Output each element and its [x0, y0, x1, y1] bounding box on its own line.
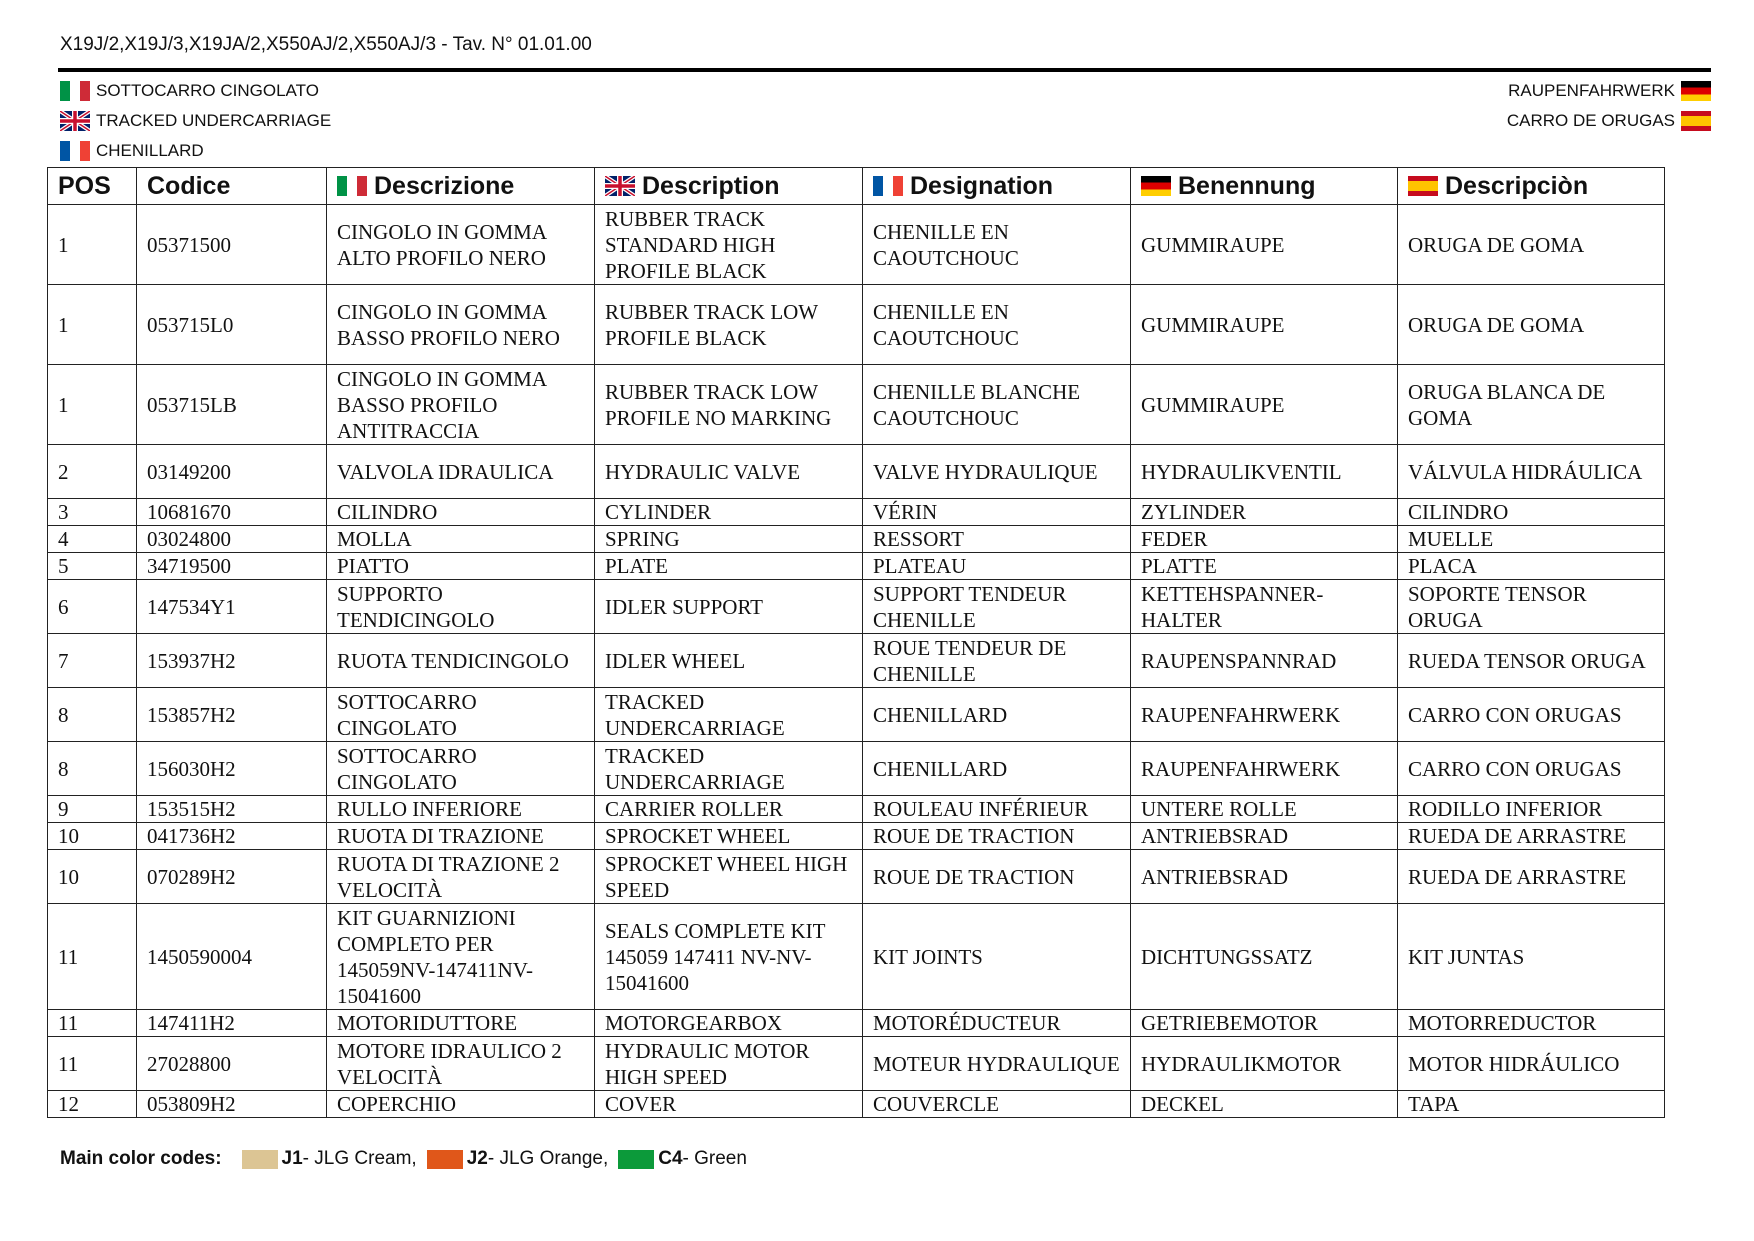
legend-item-es [1507, 106, 1711, 136]
legend-text-uk: TRACKED UNDERCARRIAGE [96, 111, 332, 130]
cell-pos: 8 [48, 742, 137, 796]
cell-es: ORUGA DE GOMA [1398, 205, 1665, 285]
cell-pos: 10 [48, 823, 137, 850]
table-row [48, 823, 1665, 850]
cell-en: MOTORGEARBOX [595, 1010, 863, 1037]
cell-de: HYDRAULIKVENTIL [1131, 445, 1398, 499]
cell-es: RUEDA TENSOR ORUGA [1398, 634, 1665, 688]
cell-de: RAUPENFAHRWERK [1131, 742, 1398, 796]
table-row [48, 688, 1665, 742]
cell-pos: 8 [48, 688, 137, 742]
cell-code: 05371500 [137, 205, 327, 285]
cell-en: COVER [595, 1091, 863, 1118]
cell-en: CARRIER ROLLER [595, 796, 863, 823]
cell-en: HYDRAULIC MOTOR HIGH SPEED [595, 1037, 863, 1091]
cell-it: PIATTO [327, 553, 595, 580]
cell-en: TRACKED UNDERCARRIAGE [595, 688, 863, 742]
cell-fr: KIT JOINTS [863, 904, 1131, 1010]
table-row [48, 1037, 1665, 1091]
cell-code: 03024800 [137, 526, 327, 553]
cell-es: CARRO CON ORUGAS [1398, 688, 1665, 742]
cell-pos: 11 [48, 1037, 137, 1091]
cell-es: RODILLO INFERIOR [1398, 796, 1665, 823]
cell-fr: CHENILLE EN CAOUTCHOUC [863, 205, 1131, 285]
cell-es: CILINDRO [1398, 499, 1665, 526]
header-en: Description [595, 168, 863, 205]
cell-it: MOTORIDUTTORE [327, 1010, 595, 1037]
header-it: Descrizione [327, 168, 595, 205]
cell-it: SOTTOCARRO CINGOLATO [327, 742, 595, 796]
cell-fr: ROULEAU INFÉRIEUR [863, 796, 1131, 823]
cell-de: GUMMIRAUPE [1131, 285, 1398, 365]
cell-code: 10681670 [137, 499, 327, 526]
table-row [48, 1091, 1665, 1118]
cell-code: 147534Y1 [137, 580, 327, 634]
cell-code: 27028800 [137, 1037, 327, 1091]
header-rule [58, 68, 1711, 72]
cell-de: HYDRAULIKMOTOR [1131, 1037, 1398, 1091]
header-de: Benennung [1131, 168, 1398, 205]
cell-pos: 11 [48, 1010, 137, 1037]
cell-pos: 7 [48, 634, 137, 688]
cell-fr: PLATEAU [863, 553, 1131, 580]
cell-pos: 2 [48, 445, 137, 499]
cell-pos: 9 [48, 796, 137, 823]
cell-it: MOTORE IDRAULICO 2 VELOCITÀ [327, 1037, 595, 1091]
color-codes-footer [60, 1148, 757, 1170]
table-header-row [48, 168, 1665, 205]
cell-en: HYDRAULIC VALVE [595, 445, 863, 499]
legend-left [60, 76, 331, 166]
cell-it: VALVOLA IDRAULICA [327, 445, 595, 499]
cell-es: KIT JUNTAS [1398, 904, 1665, 1010]
cell-es: TAPA [1398, 1091, 1665, 1118]
cell-de: GETRIEBEMOTOR [1131, 1010, 1398, 1037]
color-code-j1: J1 - JLG Cream, [242, 1148, 417, 1170]
cell-de: KETTEHSPANNER-HALTER [1131, 580, 1398, 634]
color-code-c4: C4 - Green [618, 1148, 747, 1170]
table-row [48, 634, 1665, 688]
cell-it: RULLO INFERIORE [327, 796, 595, 823]
cell-es: MOTOR HIDRÁULICO [1398, 1037, 1665, 1091]
table-row [48, 742, 1665, 796]
cell-it: MOLLA [327, 526, 595, 553]
cell-es: ORUGA DE GOMA [1398, 285, 1665, 365]
cell-es: ORUGA BLANCA DE GOMA [1398, 365, 1665, 445]
cell-es: SOPORTE TENSOR ORUGA [1398, 580, 1665, 634]
cell-code: 34719500 [137, 553, 327, 580]
cell-fr: ROUE DE TRACTION [863, 823, 1131, 850]
cell-it: CILINDRO [327, 499, 595, 526]
cell-pos: 1 [48, 285, 137, 365]
cell-de: DICHTUNGSSATZ [1131, 904, 1398, 1010]
table-row [48, 904, 1665, 1010]
legend-text-es: CARRO DE ORUGAS [1506, 111, 1675, 130]
germany-flag-icon [1681, 81, 1711, 101]
header-fr: Designation [863, 168, 1131, 205]
cell-fr: CHENILLARD [863, 688, 1131, 742]
table-row [48, 445, 1665, 499]
cell-en: SEALS COMPLETE KIT 145059 147411 NV-NV-15041600 [595, 904, 863, 1010]
spain-flag-icon [1681, 111, 1711, 131]
uk-flag-icon [605, 176, 635, 196]
cell-es: RUEDA DE ARRASTRE [1398, 823, 1665, 850]
cell-code: 153515H2 [137, 796, 327, 823]
cell-it: RUOTA DI TRAZIONE 2 VELOCITÀ [327, 850, 595, 904]
color-swatch [618, 1150, 654, 1169]
table-row [48, 850, 1665, 904]
cell-fr: ROUE DE TRACTION [863, 850, 1131, 904]
cell-code: 153857H2 [137, 688, 327, 742]
cell-pos: 12 [48, 1091, 137, 1118]
cell-es: CARRO CON ORUGAS [1398, 742, 1665, 796]
color-codes-label: Main color codes: [60, 1148, 222, 1169]
cell-en: SPROCKET WHEEL HIGH SPEED [595, 850, 863, 904]
cell-pos: 11 [48, 904, 137, 1010]
cell-code: 1450590004 [137, 904, 327, 1010]
parts-table [47, 167, 1665, 1118]
cell-pos: 10 [48, 850, 137, 904]
cell-it: SOTTOCARRO CINGOLATO [327, 688, 595, 742]
cell-fr: CHENILLE EN CAOUTCHOUC [863, 285, 1131, 365]
cell-pos: 5 [48, 553, 137, 580]
cell-en: TRACKED UNDERCARRIAGE [595, 742, 863, 796]
cell-it: CINGOLO IN GOMMA ALTO PROFILO NERO [327, 205, 595, 285]
cell-it: KIT GUARNIZIONI COMPLETO PER 145059NV-147411NV-15041600 [327, 904, 595, 1010]
spain-flag-icon [1408, 176, 1438, 196]
legend-item-it [60, 76, 331, 106]
cell-it: COPERCHIO [327, 1091, 595, 1118]
table-row [48, 365, 1665, 445]
cell-de: RAUPENFAHRWERK [1131, 688, 1398, 742]
legend-right [1507, 76, 1711, 136]
cell-fr: VALVE HYDRAULIQUE [863, 445, 1131, 499]
uk-flag-icon [60, 111, 90, 131]
cell-code: 070289H2 [137, 850, 327, 904]
legend-item-uk [60, 106, 331, 136]
cell-es: PLACA [1398, 553, 1665, 580]
cell-it: CINGOLO IN GOMMA BASSO PROFILO NERO [327, 285, 595, 365]
cell-fr: COUVERCLE [863, 1091, 1131, 1118]
cell-code: 03149200 [137, 445, 327, 499]
france-flag-icon [873, 176, 903, 196]
cell-fr: CHENILLE BLANCHE CAOUTCHOUC [863, 365, 1131, 445]
cell-en: RUBBER TRACK LOW PROFILE BLACK [595, 285, 863, 365]
legend-text-it: SOTTOCARRO CINGOLATO [96, 81, 319, 100]
cell-code: 053809H2 [137, 1091, 327, 1118]
table-row [48, 1010, 1665, 1037]
document-title: X19J/2,X19J/3,X19JA/2,X550AJ/2,X550AJ/3 - Tav. N° 01.01.00 [60, 34, 592, 55]
cell-de: GUMMIRAUPE [1131, 365, 1398, 445]
table-row [48, 580, 1665, 634]
cell-es: MUELLE [1398, 526, 1665, 553]
cell-en: IDLER WHEEL [595, 634, 863, 688]
cell-de: UNTERE ROLLE [1131, 796, 1398, 823]
cell-de: ZYLINDER [1131, 499, 1398, 526]
cell-code: 156030H2 [137, 742, 327, 796]
table-row [48, 796, 1665, 823]
legend-item-de [1507, 76, 1711, 106]
cell-de: RAUPENSPANNRAD [1131, 634, 1398, 688]
color-code-j2: J2 - JLG Orange, [427, 1148, 609, 1170]
color-swatch [427, 1150, 463, 1169]
cell-en: SPRING [595, 526, 863, 553]
header-code: Codice [137, 168, 327, 205]
legend-item-fr [60, 136, 331, 166]
cell-it: RUOTA TENDICINGOLO [327, 634, 595, 688]
cell-es: MOTORREDUCTOR [1398, 1010, 1665, 1037]
cell-de: ANTRIEBSRAD [1131, 850, 1398, 904]
cell-fr: ROUE TENDEUR DE CHENILLE [863, 634, 1131, 688]
cell-fr: RESSORT [863, 526, 1131, 553]
cell-pos: 1 [48, 205, 137, 285]
table-row [48, 499, 1665, 526]
cell-fr: SUPPORT TENDEUR CHENILLE [863, 580, 1131, 634]
cell-en: RUBBER TRACK STANDARD HIGH PROFILE BLACK [595, 205, 863, 285]
header-pos: POS [48, 168, 137, 205]
cell-fr: VÉRIN [863, 499, 1131, 526]
italy-flag-icon [337, 176, 367, 196]
cell-fr: MOTEUR HYDRAULIQUE [863, 1037, 1131, 1091]
cell-code: 153937H2 [137, 634, 327, 688]
color-swatch [242, 1150, 278, 1169]
cell-it: RUOTA DI TRAZIONE [327, 823, 595, 850]
header-es: Descripciòn [1398, 168, 1665, 205]
germany-flag-icon [1141, 176, 1171, 196]
cell-it: CINGOLO IN GOMMA BASSO PROFILO ANTITRACCIA [327, 365, 595, 445]
france-flag-icon [60, 141, 90, 161]
cell-pos: 6 [48, 580, 137, 634]
cell-de: PLATTE [1131, 553, 1398, 580]
table-row [48, 205, 1665, 285]
cell-fr: MOTORÉDUCTEUR [863, 1010, 1131, 1037]
legend-text-de: RAUPENFAHRWERK [1508, 81, 1675, 100]
cell-es: VÁLVULA HIDRÁULICA [1398, 445, 1665, 499]
cell-de: ANTRIEBSRAD [1131, 823, 1398, 850]
cell-es: RUEDA DE ARRASTRE [1398, 850, 1665, 904]
cell-code: 053715L0 [137, 285, 327, 365]
italy-flag-icon [60, 81, 90, 101]
cell-fr: CHENILLARD [863, 742, 1131, 796]
cell-code: 053715LB [137, 365, 327, 445]
cell-pos: 1 [48, 365, 137, 445]
cell-en: IDLER SUPPORT [595, 580, 863, 634]
table-row [48, 526, 1665, 553]
cell-pos: 3 [48, 499, 137, 526]
cell-code: 041736H2 [137, 823, 327, 850]
cell-de: DECKEL [1131, 1091, 1398, 1118]
cell-en: SPROCKET WHEEL [595, 823, 863, 850]
parts-table-body [48, 205, 1665, 1118]
cell-en: RUBBER TRACK LOW PROFILE NO MARKING [595, 365, 863, 445]
cell-pos: 4 [48, 526, 137, 553]
cell-de: GUMMIRAUPE [1131, 205, 1398, 285]
cell-en: PLATE [595, 553, 863, 580]
legend-text-fr: CHENILLARD [96, 141, 204, 160]
cell-de: FEDER [1131, 526, 1398, 553]
cell-en: CYLINDER [595, 499, 863, 526]
table-row [48, 285, 1665, 365]
table-row [48, 553, 1665, 580]
cell-code: 147411H2 [137, 1010, 327, 1037]
cell-it: SUPPORTO TENDICINGOLO [327, 580, 595, 634]
